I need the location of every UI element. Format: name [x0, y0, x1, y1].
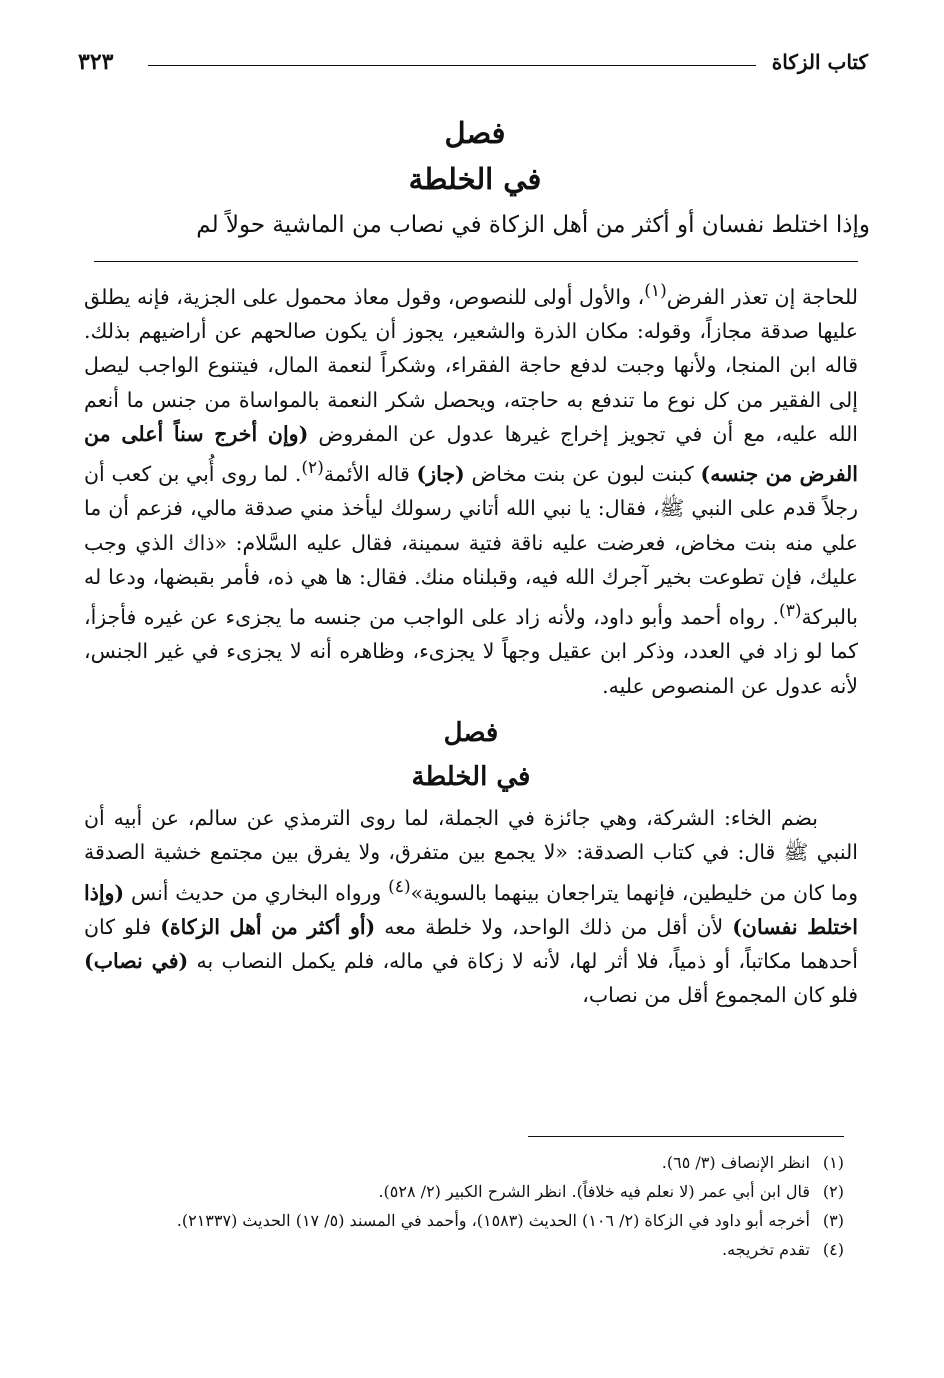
footnote-divider — [528, 1136, 844, 1137]
footnote-ref: (٣) — [779, 601, 802, 622]
text-run: ، والأول أولى للنصوص، وقول معاذ محمول على الجزية، فإنه يطلق عليها صدقة مجازاً، وقوله: مكان الذرة والشعير، يجوز أن يكون صالحهم عن أراضيهم بذلك. قاله ابن المنجا، ولأنها وجبت لدفع حاجة الفقراء، وشكراً لنعمة المال، فيتنوع الواجب ليصل إلى الفقير من كل نوع ما تندفع به حاجته، ويحصل شكر النعمة بالمواساة من جنس ما أنعم الله عليه، مع أن في تجويز إخراج غيرها عدول عن المفروض — [84, 284, 859, 447]
matn-quote: (أو أكثر من أهل الزكاة) — [160, 914, 376, 939]
matn-divider — [94, 261, 858, 262]
footnote — [84, 1235, 844, 1264]
text-run: . رواه أحمد وأبو داود، ولأنه زاد على الواجب من جنسه ما يجزىء عن غيره فأجزأ، كما لو زاد في العدد، وذكر ابن عقيل وجهاً لا يجزىء، وظاهره أنه لا يجزىء في غير الجنس، لأنه عدول عن المنصوص عليه. — [84, 605, 858, 698]
footnote-text: أخرجه أبو داود في الزكاة (٢/ ١٠٦) الحديث (١٥٨٣)، وأحمد في المسند (٥/ ١٧) الحديث (٢١٣٣٧). — [176, 1211, 810, 1230]
section-2-subheading: في الخلطة — [411, 762, 531, 793]
matn-section — [80, 110, 870, 246]
footnote-number: (٤) — [822, 1240, 844, 1259]
commentary — [84, 274, 858, 1013]
footnote-text: قال ابن أبي عمر (لا نعلم فيه خلافاً). انظر الشرح الكبير (٢/ ٥٢٨). — [378, 1182, 810, 1201]
matn-quote: (وإن أخرج سناً أعلى من الفرض من جنسه) — [84, 422, 859, 487]
section-heading: فصل — [444, 116, 506, 150]
footnote-text: تقدم تخريجه. — [722, 1240, 810, 1259]
matn-text: وإذا اختلط نفسان أو أكثر من أهل الزكاة في نصاب من الماشية حولاً لم — [196, 212, 870, 238]
footnote-number: (٢) — [822, 1182, 844, 1201]
commentary-paragraph — [84, 801, 858, 1013]
footnote — [84, 1148, 844, 1177]
section-2 — [84, 711, 858, 799]
footnote-text: انظر الإنصاف (٣/ ٦٥). — [661, 1153, 810, 1172]
section-subheading: في الخلطة — [408, 162, 542, 196]
commentary-paragraph — [84, 274, 858, 703]
text-run: كبنت لبون عن بنت مخاض — [464, 462, 701, 487]
footnote-ref: (٢) — [301, 458, 324, 479]
text-run: لأن أقل من ذلك الواحد، ولا خلطة معه — [375, 914, 733, 939]
footnote-ref: (١) — [644, 281, 667, 301]
footnote — [84, 1177, 844, 1206]
text-run: ورواه البخاري من حديث أنس — [124, 880, 389, 905]
footnote — [84, 1206, 844, 1235]
text-run: فلو كان أحدهما مكاتباً، أو ذمياً، فلا أثر لها، لأنه لا زكاة في ماله، فلم يكمل النصاب به — [84, 914, 858, 974]
footnote-number: (٣) — [822, 1211, 844, 1230]
footnotes — [84, 1148, 844, 1264]
text-run: فلو كان المجموع أقل من نصاب، — [582, 983, 858, 1008]
text-run: قاله الأئمة — [323, 462, 417, 487]
footnote-ref: (٤) — [388, 876, 411, 897]
running-header — [78, 48, 868, 82]
footnote-number: (١) — [822, 1153, 844, 1172]
matn-quote: (وإذا اختلط نفسان) — [84, 880, 858, 939]
text-run: . لما روى أُبي بن كعب أن رجلاً قدم على النبي ﷺ، فقال: يا نبي الله أتاني رسولك ليأخذ مني صدقة مالي، فزعم أن ما علي منه بنت مخاض، فعرضت عليه ناقة فتية سمينة، فقال عليه السَّلام: «ذاك الذي وجب عليك، فإن تطوعت بخير آجرك الله فيه، وقبلناه منك. فقال: ها هي ذه، فأمر بقبضها، ودعا له بالبركة — [84, 462, 858, 630]
text-run: بضم الخاء: الشركة، وهي جائزة في الجملة، لما روى الترمذي عن سالم، عن أبيه أن النبي ﷺ قال: في كتاب الصدقة: «لا يجمع بين متفرق، ولا يفرق بين مجتمع خشية الصدقة وما كان من خليطين، فإنهما يتراجعان بينهما بالسوية» — [84, 806, 858, 905]
chapter-title: كتاب الزكاة — [771, 50, 868, 74]
page-number: ٣٢٣ — [78, 49, 114, 75]
matn-quote: (في نصاب) — [84, 949, 189, 974]
header-rule — [148, 65, 756, 66]
section-2-heading: فصل — [443, 718, 499, 749]
matn-quote: (جاز) — [416, 462, 465, 487]
text-run: للحاجة إن تعذر الفرض — [666, 284, 858, 309]
